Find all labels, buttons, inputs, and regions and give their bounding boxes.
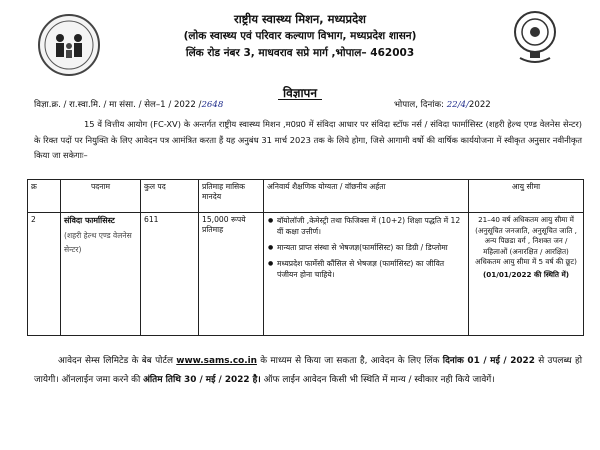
reference-handwritten-number: 2648 xyxy=(201,100,224,110)
cell-age xyxy=(469,213,584,336)
vacancy-table xyxy=(27,179,584,336)
footer-text-2: के माध्यम से किया जा सकता है, आवेदन के लिए लिंक xyxy=(256,356,443,366)
title-underline xyxy=(278,99,322,100)
cell-serial: 2 xyxy=(28,213,61,336)
table-row xyxy=(28,213,584,336)
org-department: (लोक स्वास्थ्य एवं परिवार कल्याण विभाग, मध्यप्रदेश शासन) xyxy=(183,30,417,42)
page-title: विज्ञापन xyxy=(282,86,318,100)
footer-text-1: आवेदन सेम्स लिमिटेड के बेब पोर्टल xyxy=(58,356,177,366)
post-subtitle: (शहरी हेल्थ एण्ड वेलनेस सेन्टर) xyxy=(64,231,132,254)
cell-salary: 15,000 रूपये प्रतिमाह xyxy=(199,213,264,336)
cell-post xyxy=(61,213,141,336)
age-limit: 21–40 वर्ष अधिकतम आयु सीमा में (अनुसूचित जनजाति, अनुसूचित जाति , अन्य पिछडा वर्ग , निशक्त जन / महिलाओं (अनारक्षित / आरक्षित) अधिकतम आयु सीमा में 5 वर्ष की छूट) xyxy=(475,215,577,266)
footer-paragraph xyxy=(34,352,582,390)
org-name: राष्ट्रीय स्वास्थ्य मिशन, मध्यप्रदेश xyxy=(233,12,367,26)
post-name: संविदा फार्मासिस्ट xyxy=(64,216,115,225)
age-note: (01/01/2022 की स्थिति में) xyxy=(482,269,570,279)
header-count: कुल पद xyxy=(141,180,199,213)
header-salary: प्रतिमाह मासिक मानदेय xyxy=(199,180,264,213)
table-header-row xyxy=(28,180,584,213)
intro-paragraph: 15 वें वित्तीय आयोग (FC-XV) के अन्तर्गत राष्ट्रीय स्वास्थ्य मिशन ,म0प्र0 में संविदा आधार पर संविदा स्टॉफ नर्स / संविदा फार्मासिस्ट (शहरी हेल्थ एण्ड वेलनेस सेन्टर) के रिक्त पदों पर नियुक्ति के लिए आवेदन पत्र आमंत्रित करता हैं यह अनुबंध 31 मार्च 2023 तक के लिये होगा, जिसे आगामी वर्षो की वार्षिक कार्ययोजना में स्वीकृत अनुसार नवीनीकृत किया जा सकेगाः– xyxy=(34,119,582,160)
reference-prefix: विज्ञा.क्र. / रा.स्वा.मि. / मा संसा. / सेल–1 / 2022 / xyxy=(34,100,202,110)
reference-date xyxy=(394,98,491,110)
qualification-item: ● मध्यप्रदेश फार्मेसी कौंसिल से भेषजज्ञ (फार्मासिस्ट) का जीवित पंजीयन होना चाहिये। xyxy=(277,258,465,280)
header-serial: क्र xyxy=(28,180,61,213)
date-year: 2022 xyxy=(468,100,491,110)
start-date: दिनांक 01 / मई / 2022 xyxy=(442,356,535,366)
header-age: आयु सीमा xyxy=(469,180,584,213)
date-handwritten: 22/4/ xyxy=(446,100,469,110)
header-post: पदनाम xyxy=(61,180,141,213)
date-prefix: भोपाल, दिनांक: xyxy=(394,100,444,110)
org-address: लिंक रोड नंबर 3, माधवराव सप्रे मार्ग ,भोपाल– 462003 xyxy=(185,47,415,59)
header-qualification: अनिवार्य शैक्षणिक योग्यता / वॉछनीय अर्हता xyxy=(264,180,469,213)
qualification-item: ● मान्यता प्राप्त संस्था से भेषजज्ञ(फार्मासिस्ट) का डिग्री / डिप्लोमा xyxy=(277,242,465,253)
reference-number xyxy=(34,98,223,110)
portal-link[interactable]: www.sams.co.in xyxy=(176,356,257,366)
qualification-item: ● बॉयोलॉजी ,केमेस्ट्री तथा फिजिक्स में (10+2) शिक्षा पद्धति में 12 वीं कक्षा उत्तीर्ण। xyxy=(277,215,465,237)
footer-text-4: ऑफ लाईन आवेदन किसी भी स्थिति में मान्य / स्वीकार नही किये जावेगें। xyxy=(260,375,495,385)
footer-text-3: से उपलब्ध हो जायेगी। ऑनलाईन जमा करने की xyxy=(34,356,583,385)
last-date: अंतिम तिथि 30 / मई / 2022 है। xyxy=(143,375,261,385)
cell-qualification xyxy=(264,213,469,336)
cell-count: 611 xyxy=(141,213,199,336)
